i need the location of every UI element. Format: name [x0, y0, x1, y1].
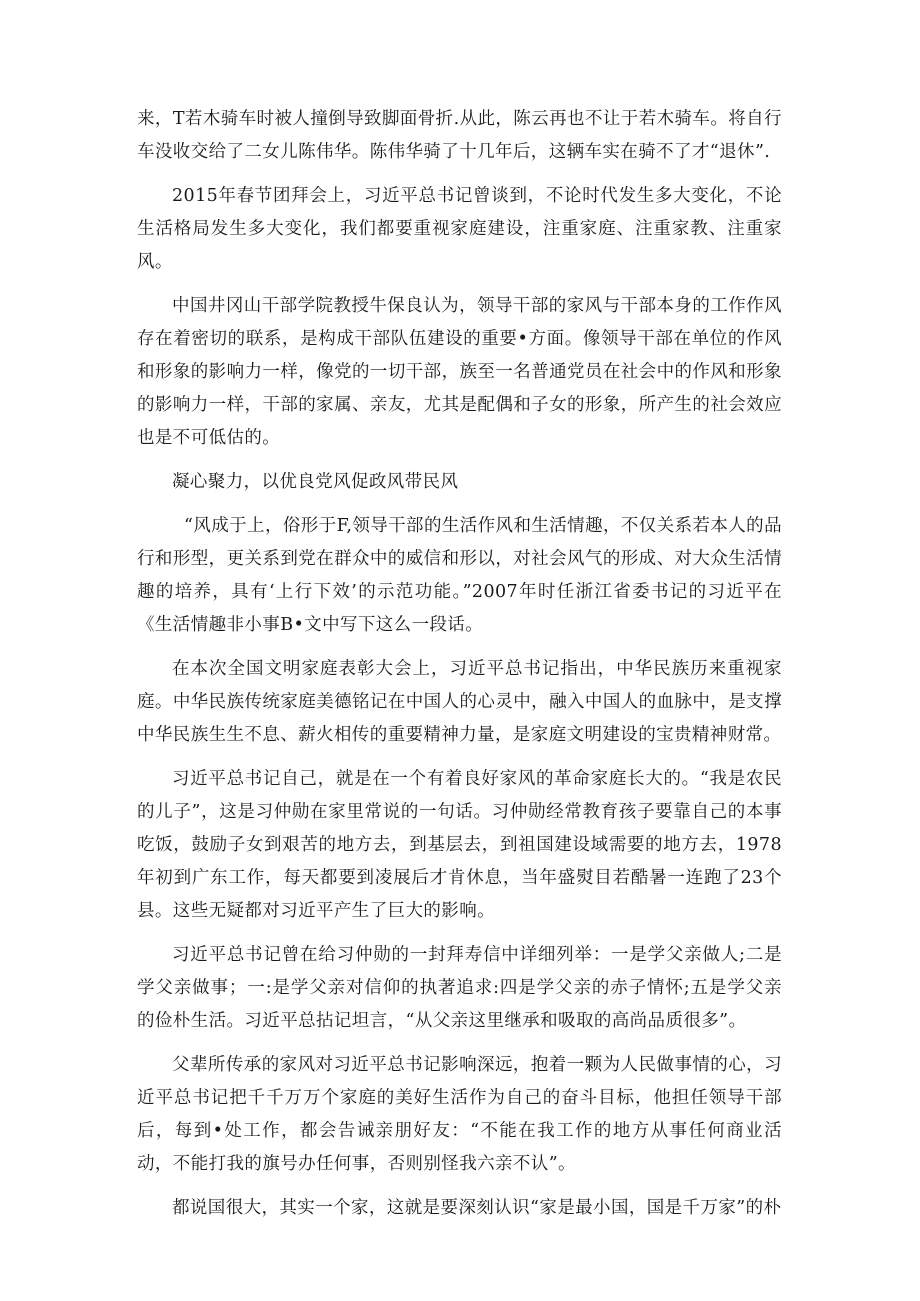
paragraph-7: 习近平总书记自己，就是在一个有着良好家风的革命家庭长大的。“我是农民的儿子”，这是习仲勋在家里常说的一句话。习仲勋经常教育孩子要靠自己的本事吃饭，鼓励子女到艰苦的地方去，到基层去，到祖国建设域需要的地方去，1978年初到广东工作，每天都要到凌展后才肯休息，当年盛熨目若酷暑一连跑了23个县。这些无疑都对习近平产生了巨大的影响。	[137, 769, 782, 921]
paragraph-5: “风成于上，俗形于F,领导干部的生活作风和生活情趣，不仅关系若本人的品行和形型，更关系到党在群众中的威信和形以，对社会风气的形成、对大众生活情趣的培养，具有‘上行下效’的示范功能。”2007年时任浙江省委书记的习近平在《生活情趣非小事B•文中写下这么一段话。	[137, 516, 782, 635]
paragraph-6: 在本次全国文明家庭表彰大会上，习近平总书记指出，中华民族历来重视家庭。中华民族传统家庭美德铭记在中国人的心灵中，融入中国人的血脉中，是支撑中华民族生生不息、薪火相传的重要精神力量，是家庭文明建设的宝贵精神财常。	[137, 659, 782, 745]
document-body	[137, 103, 782, 1236]
paragraph-1: 来，T若木骑车时被人撞倒导致脚面骨折.从此，陈云再也不让于若木骑车。将自行车没收交给了二女儿陈伟华。陈伟华骑了十几年后，这辆车实在骑不了才“退休”.	[137, 109, 782, 162]
section-heading: 凝心聚力，以优良党风促政风带民风	[172, 472, 459, 492]
paragraph-9: 父辈所传承的家风对习近平总书记影响深远，抱着一颗为人民做事情的心，习近平总书记把千千万万个家庭的美好生活作为自己的奋斗目标，他担任领导干部后，每到•处工作，都会告诫亲朋好友：“不能在我工作的地方从事任何商业活动，不能打我的旗号办任何事，否则别怪我六亲不认”。	[137, 1055, 782, 1174]
paragraph-10: 都说国很大，其实一个家，这就是要深刻认识“家是最小国，国是千万家”的朴	[172, 1198, 782, 1218]
paragraph-2: 2015年春节团拜会上，习近平总书记曾谈到，不论时代发生多大变化，不论生活格局发生多大变化，我们都要重视家庭建设，注重家庭、注重家教、注重家风。	[137, 186, 782, 272]
paragraph-3: 中国井冈山干部学院教授牛保良认为，领导干部的家风与干部本身的工作作风存在着密切的联系，是构成干部队伍建设的重要•方面。像领导干部在单位的作风和形象的影响力一样，像党的一切干部，族至一名普通党员在社会中的作风和形象的影响力一样，干部的家属、亲友，尤其是配偶和子女的形象，所产生的社会效应也是不可低估的。	[137, 296, 782, 448]
paragraph-8: 习近平总书记曾在给习仲勋的一封拜寿信中详细列举：一是学父亲做人;二是学父亲做事；一:是学父亲对信仰的执著追求:四是学父亲的赤子情怀;五是学父亲的俭朴生活。习近平总拈记坦言，“从父亲这里继承和吸取的高尚品质很多”。	[137, 945, 782, 1031]
